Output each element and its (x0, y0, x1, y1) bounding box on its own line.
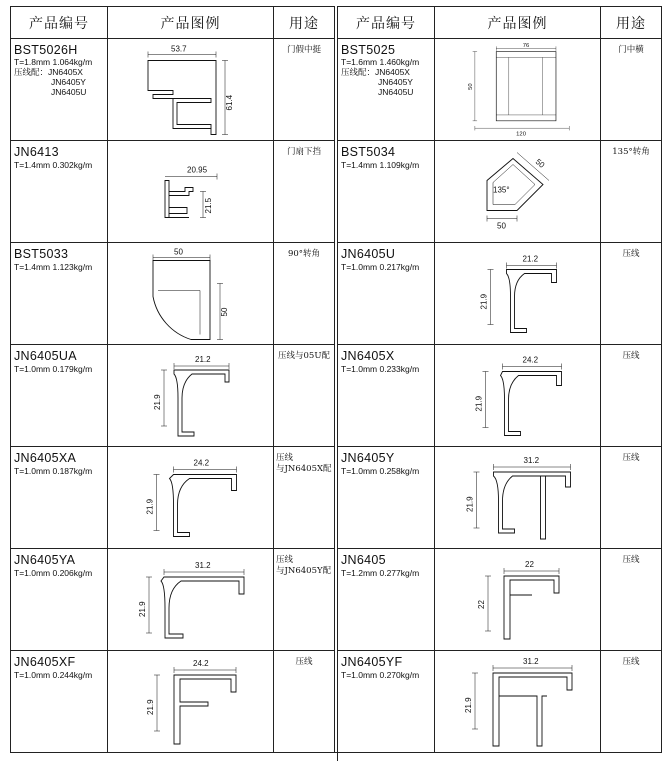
product-spec: T=1.2mm 0.277kg/m (341, 568, 420, 578)
product-code: JN6405XA (14, 451, 77, 465)
usage-cell (601, 243, 662, 345)
profile-drawing (435, 141, 601, 242)
product-code: BST5025 (341, 43, 396, 57)
profile-drawing (108, 39, 274, 140)
usage-text: 压线与05U配 (278, 351, 330, 361)
product-code: JN6405 (341, 553, 386, 567)
dimension-label: 50 (533, 157, 547, 170)
usage-text: 压线 (622, 351, 640, 361)
dimension-label: 21.9 (145, 498, 155, 515)
usage-text: 门扇下挡 (286, 147, 321, 157)
profile-drawing-cell (435, 549, 601, 651)
product-code: JN6405YF (341, 655, 403, 669)
table-row (338, 141, 662, 243)
profile-drawing-cell (108, 447, 274, 549)
product-info (11, 651, 108, 753)
product-info (11, 549, 108, 651)
usage-cell (274, 447, 335, 549)
usage-cell (601, 39, 662, 141)
table-row (11, 243, 335, 345)
table-row (338, 651, 662, 753)
table-row (11, 549, 335, 651)
usage-text: 压线 与JN6405X配 (276, 453, 332, 474)
product-spec: T=1.0mm 0.233kg/m (341, 364, 420, 374)
profile-drawing (435, 345, 601, 446)
profile-drawing-cell (108, 39, 274, 141)
product-spec: T=1.0mm 0.270kg/m (341, 670, 420, 680)
usage-cell (601, 141, 662, 243)
header-usage: 用途 (274, 7, 335, 39)
dimension-label: 53.7 (171, 44, 187, 54)
usage-cell (274, 141, 335, 243)
dimension-label: 20.95 (187, 165, 208, 175)
usage-text: 135°转角 (612, 147, 650, 157)
usage-text: 门中横 (618, 45, 644, 55)
usage-cell (274, 549, 335, 651)
table-row (11, 39, 335, 141)
dimension-label: 21.9 (474, 395, 484, 412)
header-product-image: 产品图例 (108, 7, 274, 39)
usage-text: 90°转角 (287, 249, 321, 259)
profile-drawing-cell (108, 243, 274, 345)
table-row (338, 39, 662, 141)
profile-drawing (108, 243, 274, 344)
profile-drawing-cell (108, 549, 274, 651)
dimension-label: 21.9 (465, 496, 475, 512)
product-spec: T=1.0mm 0.187kg/m (14, 466, 93, 476)
table-row (11, 651, 335, 753)
right-catalog-table (337, 6, 661, 753)
usage-cell (601, 651, 662, 753)
dimension-label: 21.2 (195, 355, 211, 364)
product-spec: T=1.0mm 0.258kg/m (341, 466, 420, 476)
header-usage: 用途 (601, 7, 662, 39)
dimension-label: 76 (522, 43, 530, 50)
product-spec: T=1.6mm 1.460kg/m (341, 57, 420, 67)
dimension-label: 21.9 (146, 699, 155, 715)
product-info (11, 243, 108, 345)
pairing-label: 压线配：JN6405X (341, 67, 410, 77)
profile-drawing (108, 141, 274, 242)
table-row (338, 345, 662, 447)
dimension-label: 24.2 (193, 458, 210, 468)
usage-cell (274, 345, 335, 447)
usage-cell (274, 39, 335, 141)
usage-text: 压线 (295, 657, 313, 667)
product-info (11, 345, 108, 447)
table-row (338, 243, 662, 345)
profile-drawing-cell (108, 345, 274, 447)
product-info (11, 447, 108, 549)
profile-drawing-cell (435, 141, 601, 243)
usage-cell (601, 447, 662, 549)
product-info (338, 447, 435, 549)
left-catalog-table (10, 6, 334, 753)
pairing-item: JN6405U (378, 87, 414, 97)
product-spec: T=1.0mm 0.217kg/m (341, 262, 420, 272)
product-code: JN6405UA (14, 349, 77, 363)
usage-text: 压线 (622, 555, 640, 565)
product-spec: T=1.0mm 0.179kg/m (14, 364, 93, 374)
profile-drawing (435, 651, 601, 752)
profile-drawing (435, 39, 601, 140)
dimension-label: 22 (525, 560, 534, 569)
product-spec: T=1.4mm 1.123kg/m (14, 262, 93, 272)
usage-text: 压线 与JN6405Y配 (276, 555, 332, 576)
product-info (338, 651, 435, 753)
product-spec: T=1.4mm 1.109kg/m (341, 160, 420, 170)
profile-drawing (108, 345, 274, 446)
dimension-label: 135° (493, 185, 510, 195)
product-info (338, 39, 435, 141)
table-row (11, 447, 335, 549)
usage-text: 压线 (622, 249, 640, 259)
header-product-code: 产品编号 (338, 7, 435, 39)
profile-drawing (435, 549, 601, 650)
usage-cell (601, 345, 662, 447)
product-code: JN6413 (14, 145, 59, 159)
product-code: JN6405XF (14, 655, 76, 669)
product-code: JN6405YA (14, 553, 76, 567)
usage-cell (601, 549, 662, 651)
product-code: BST5026H (14, 43, 78, 57)
pairing-item: JN6405U (51, 87, 87, 97)
profile-drawing (108, 549, 274, 650)
profile-drawing-cell (435, 345, 601, 447)
pairing-item: JN6405Y (51, 77, 86, 87)
dimension-label: 50 (497, 221, 506, 231)
profile-drawing-cell (435, 651, 601, 753)
product-code: BST5034 (341, 145, 396, 159)
dimension-label: 50 (174, 247, 183, 257)
pairing-item: JN6405Y (378, 77, 413, 87)
table-row (11, 345, 335, 447)
product-code: JN6405X (341, 349, 395, 363)
dimension-label: 21.9 (138, 601, 147, 617)
dimension-label: 50 (220, 307, 229, 317)
profile-drawing (435, 447, 601, 548)
usage-text: 压线 (622, 453, 640, 463)
product-info (338, 549, 435, 651)
usage-text: 压线 (622, 657, 640, 667)
product-info (11, 141, 108, 243)
product-info (338, 141, 435, 243)
dimension-label: 22 (477, 600, 486, 609)
usage-text: 门假中挺 (286, 45, 321, 55)
product-spec: T=1.0mm 0.206kg/m (14, 568, 93, 578)
table-row (338, 447, 662, 549)
profile-drawing-cell (108, 141, 274, 243)
dimension-label: 21.5 (204, 197, 213, 214)
product-spec: T=1.0mm 0.244kg/m (14, 670, 93, 680)
product-code: BST5033 (14, 247, 69, 261)
profile-drawing (108, 447, 274, 548)
dimension-label: 21.9 (479, 293, 489, 310)
product-info (338, 345, 435, 447)
dimension-label: 24.2 (522, 355, 539, 365)
dimension-label: 21.9 (464, 697, 473, 713)
product-info (338, 243, 435, 345)
dimension-label: 31.2 (523, 456, 540, 465)
dimension-label: 50 (467, 83, 474, 90)
profile-drawing-cell (435, 39, 601, 141)
dimension-label: 24.2 (193, 659, 209, 668)
dimension-label: 21.2 (522, 254, 539, 264)
pairing-label: 压线配：JN6405X (14, 67, 83, 77)
product-code: JN6405U (341, 247, 396, 261)
profile-drawing-cell (435, 447, 601, 549)
profile-drawing-cell (435, 243, 601, 345)
product-spec: T=1.8mm 1.064kg/m (14, 57, 93, 67)
header-product-code: 产品编号 (11, 7, 108, 39)
dimension-label: 31.2 (195, 561, 211, 570)
dimension-label: 120 (516, 131, 526, 138)
product-code: JN6405Y (341, 451, 395, 465)
dimension-label: 31.2 (523, 657, 539, 666)
header-product-image: 产品图例 (435, 7, 601, 39)
table-row (338, 549, 662, 651)
table-row (11, 141, 335, 243)
product-info (11, 39, 108, 141)
profile-drawing-cell (108, 651, 274, 753)
usage-cell (274, 243, 335, 345)
dimension-label: 61.4 (225, 94, 234, 111)
dimension-label: 21.9 (153, 394, 162, 410)
product-spec: T=1.4mm 0.302kg/m (14, 160, 93, 170)
profile-drawing (108, 651, 274, 752)
profile-drawing (435, 243, 601, 344)
usage-cell (274, 651, 335, 753)
